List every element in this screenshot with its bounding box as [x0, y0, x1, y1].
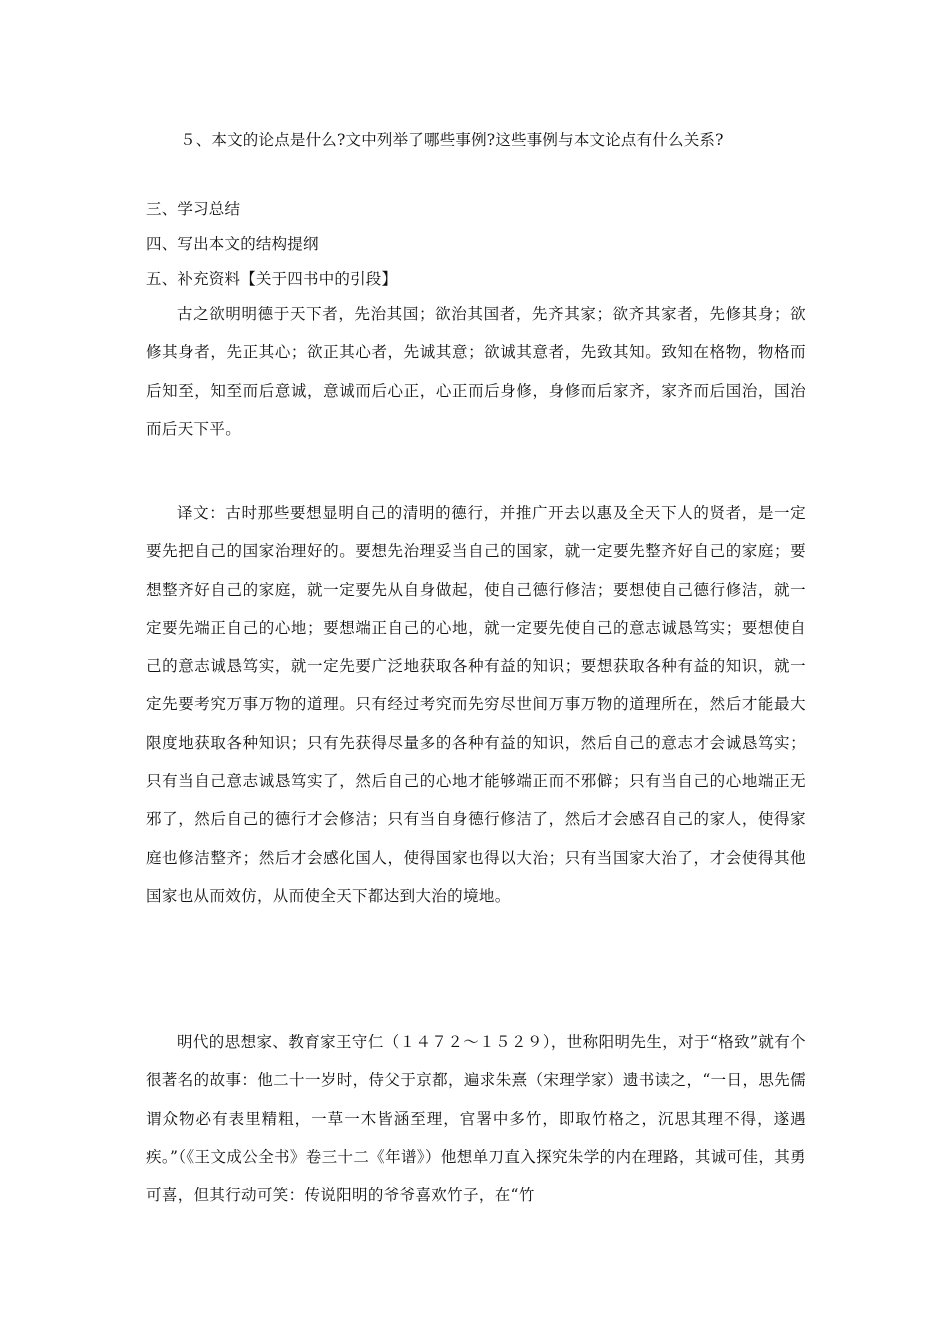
wang-shouren-paragraph: 明代的思想家、教育家王守仁（１４７２～１５２９），世称阳明先生，对于“格致”就有个很著名的故事：他二十一岁时，侍父于京都，遍求朱熹（宋理学家）遗书读之，“一日，思先儒谓众物必有表里精粗，一草一木皆涵至理，官署中多竹，即取竹格之，沉思其理不得，遂遇疾。”（《王文成公全书》卷三十二《年谱》）他想单刀直入探究朱学的内在理路，其诚可佳，其勇可喜，但其行动可笑：传说阳明的爷爷喜欢竹子，在“竹	[146, 1033, 806, 1205]
translation-paragraph: 译文：古时那些要想显明自己的清明的德行，并推广开去以惠及全天下人的贤者，是一定要先把自己的国家治理好的。要想先治理妥当自己的国家，就一定要先整齐好自己的家庭；要想整齐好自己的家庭，就一定要先从自身做起，使自己德行修洁；要想使自己德行修洁，就一定要先端正自己的心地；要想端正自己的心地，就一定要先使自己的意志诚恳笃实；要想使自己的意志诚恳笃实，就一定先要广泛地获取各种有益的知识；要想获取各种有益的知识，就一定先要考究万事万物的道理。只有经过考究而先穷尽世间万事万物的道理所在，然后才能最大限度地获取各种知识；只有先获得尽量多的各种有益的知识，然后自己的意志才会诚恳笃实；只有当自己意志诚恳笃实了，然后自己的心地才能够端正而不邪僻；只有当自己的心地端正无邪了，然后自己的德行才会修洁；只有当自身德行修洁了，然后才会感召自己的家人，使得家庭也修洁整齐；然后才会感化国人，使得国家也得以大治；只有当国家大治了，才会使得其他国家也从而效仿，从而使全天下都达到大治的境地。	[146, 504, 806, 905]
section-heading-summary: 三、学习总结	[146, 200, 241, 218]
original-text-paragraph: 古之欲明明德于天下者，先治其国；欲治其国者，先齐其家；欲齐其家者，先修其身；欲修其身者，先正其心；欲正其心者，先诚其意；欲诚其意者，先致其知。致知在格物，物格而后知至，知至而后意诚，意诚而后心正，心正而后身修，身修而后家齐，家齐而后国治，国治而后天下平。	[146, 305, 806, 438]
section-heading-supplement: 五、补充资料【关于四书中的引段】	[146, 270, 398, 288]
question-5: ５、本文的论点是什么?文中列举了哪些事例?这些事例与本文论点有什么关系?	[180, 131, 724, 149]
section-heading-outline: 四、写出本文的结构提纲	[146, 235, 319, 253]
